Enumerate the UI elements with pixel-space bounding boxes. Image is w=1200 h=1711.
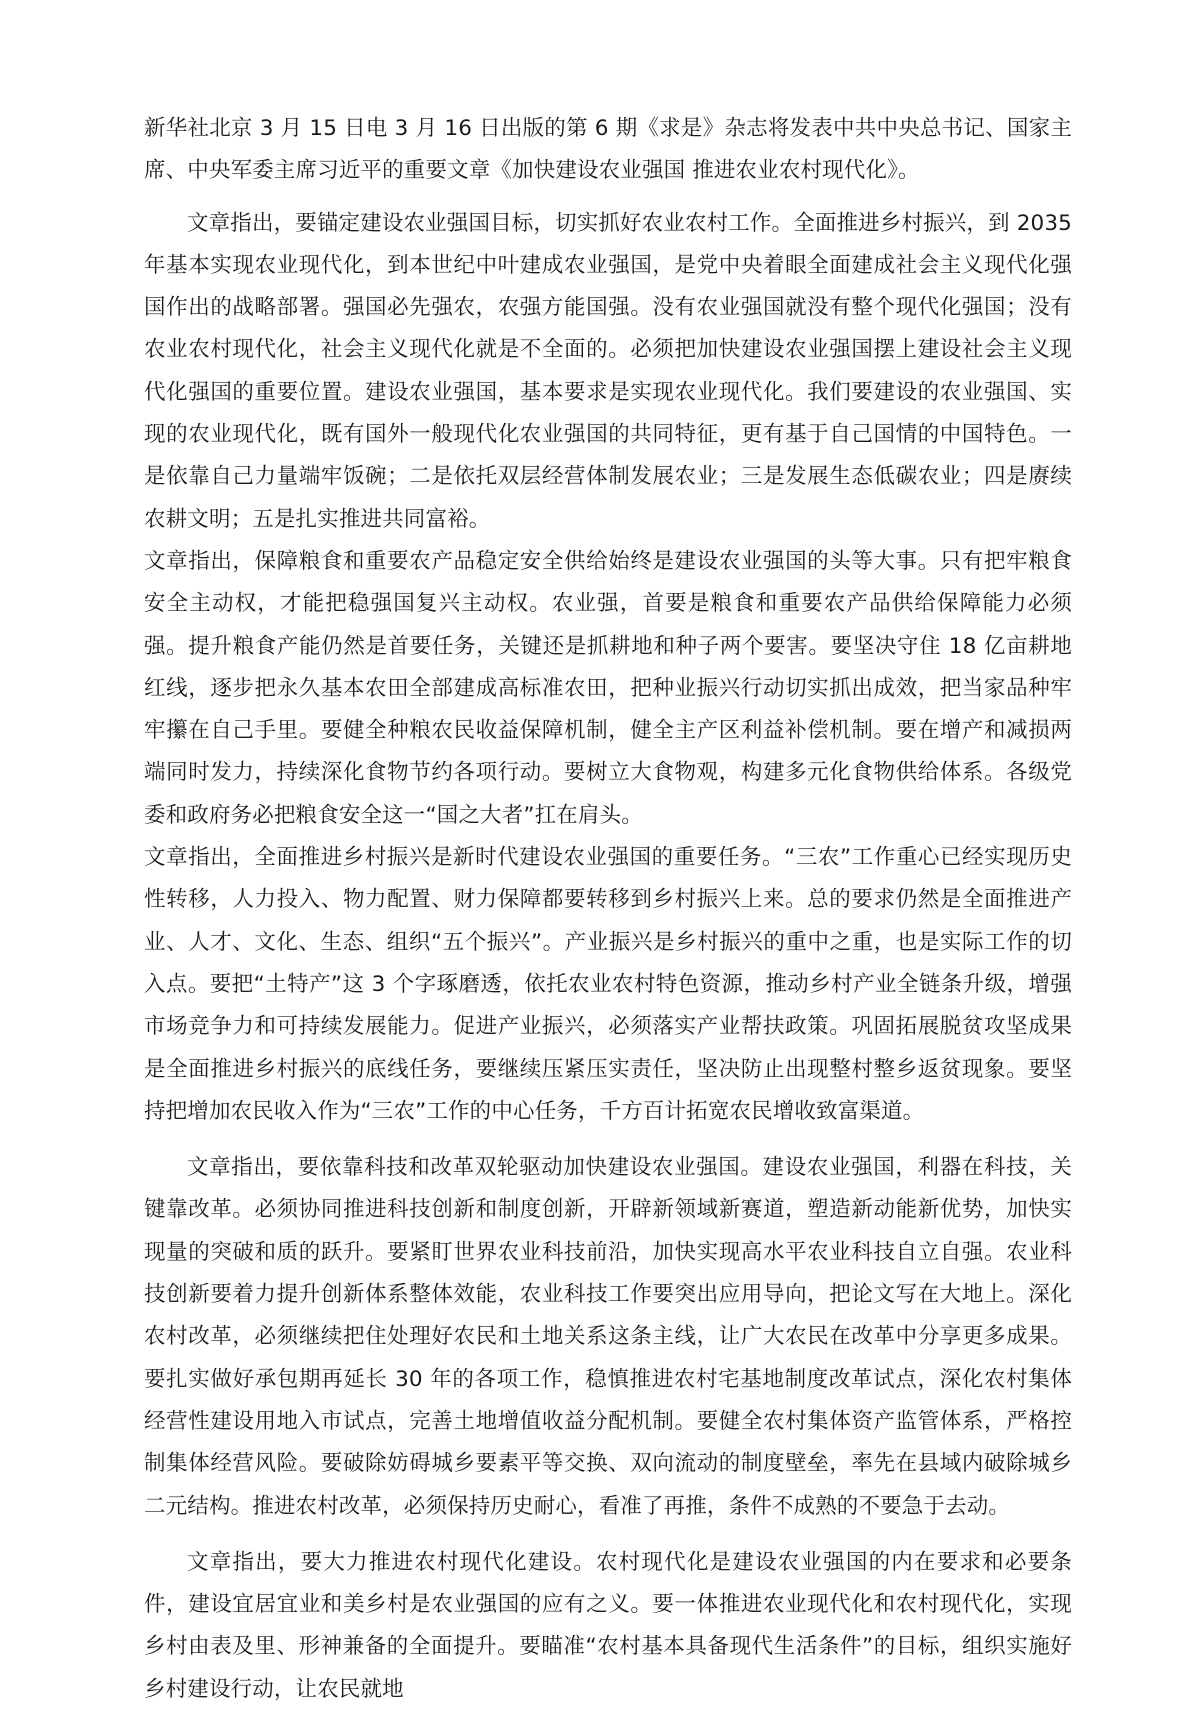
paragraph-lead: 新华社北京 3 月 15 日电 3 月 16 日出版的第 6 期《求是》杂志将发表中共中央总书记、国家主席、中央军委主席习近平的重要文章《加快建设农业强国 推进农业农村现代化》。 (144, 116, 1072, 184)
article-body (144, 108, 1072, 1711)
paragraph-food-security: 文章指出，保障粮食和重要农产品稳定安全供给始终是建设农业强国的头等大事。只有把牢粮食安全主动权，才能把稳强国复兴主动权。农业强，首要是粮食和重要农产品供给保障能力必须强。提升粮食产能仍然是首要任务，关键还是抓耕地和种子两个要害。要坚决守住 18 亿亩耕地红线，逐步把永久基本农田全部建成高标准农田，把种业振兴行动切实抓出成效，把当家品种牢牢攥在自己手里。要健全种粮农民收益保障机制，健全主产区利益补偿机制。要在增产和减损两端同时发力，持续深化食物节约各项行动。要树立大食物观，构建多元化食物供给体系。各级党委和政府务必把粮食安全这一“国之大者”扛在肩头。 (144, 548, 1072, 828)
paragraph-rural-modernization: 文章指出，要大力推进农村现代化建设。农村现代化是建设农业强国的内在要求和必要条件，建设宜居宜业和美乡村是农业强国的应有之义。要一体推进农业现代化和农村现代化，实现乡村由表及里、形神兼备的全面提升。要瞄准“农村基本具备现代生活条件”的目标，组织实施好乡村建设行动，让农民就地 (144, 1549, 1072, 1702)
paragraph-science-and-reform: 文章指出，要依靠科技和改革双轮驱动加快建设农业强国。建设农业强国，利器在科技，关键靠改革。必须协同推进科技创新和制度创新，开辟新领域新赛道，塑造新动能新优势，加快实现量的突破和质的跃升。要紧盯世界农业科技前沿，加快实现高水平农业科技自立自强。农业科技创新要着力提升创新体系整体效能，农业科技工作要突出应用导向，把论文写在大地上。深化农村改革，必须继续把住处理好农民和土地关系这条主线，让广大农民在改革中分享更多成果。要扎实做好承包期再延长 30 年的各项工作，稳慎推进农村宅基地制度改革试点，深化农村集体经营性建设用地入市试点，完善土地增值收益分配机制。要健全农村集体资产监管体系，严格控制集体经营风险。要破除妨碍城乡要素平等交换、双向流动的制度壁垒，率先在县域内破除城乡二元结构。推进农村改革，必须保持历史耐心，看准了再推，条件不成熟的不要急于去动。 (144, 1155, 1072, 1519)
paragraph-rural-revitalization: 文章指出，全面推进乡村振兴是新时代建设农业强国的重要任务。“三农”工作重心已经实现历史性转移，人力投入、物力配置、财力保障都要转移到乡村振兴上来。总的要求仍然是全面推进产业、人才、文化、生态、组织“五个振兴”。产业振兴是乡村振兴的重中之重，也是实际工作的切入点。要把“土特产”这 3 个字琢磨透，依托农业农村特色资源，推动乡村产业全链条升级，增强市场竞争力和可持续发展能力。促进产业振兴，必须落实产业帮扶政策。巩固拓展脱贫攻坚成果是全面推进乡村振兴的底线任务，要继续压紧压实责任，坚决防止出现整村整乡返贫现象。要坚持把增加农民收入作为“三农”工作的中心任务，千方百计拓宽农民增收致富渠道。 (144, 845, 1072, 1124)
paragraph-agricultural-power-goal: 文章指出，要锚定建设农业强国目标，切实抓好农业农村工作。全面推进乡村振兴，到 2035 年基本实现农业现代化，到本世纪中叶建成农业强国，是党中央着眼全面建成社会主义现代化强国作出的战略部署。强国必先强农，农强方能国强。没有农业强国就没有整个现代化强国；没有农业农村现代化，社会主义现代化就是不全面的。必须把加快建设农业强国摆上建设社会主义现代化强国的重要位置。建设农业强国，基本要求是实现农业现代化。我们要建设的农业强国、实现的农业现代化，既有国外一般现代化农业强国的共同特征，更有基于自己国情的中国特色。一是依靠自己力量端牢饭碗；二是依托双层经营体制发展农业；三是发展生态低碳农业；四是赓续农耕文明；五是扎实推进共同富裕。 (144, 210, 1073, 532)
